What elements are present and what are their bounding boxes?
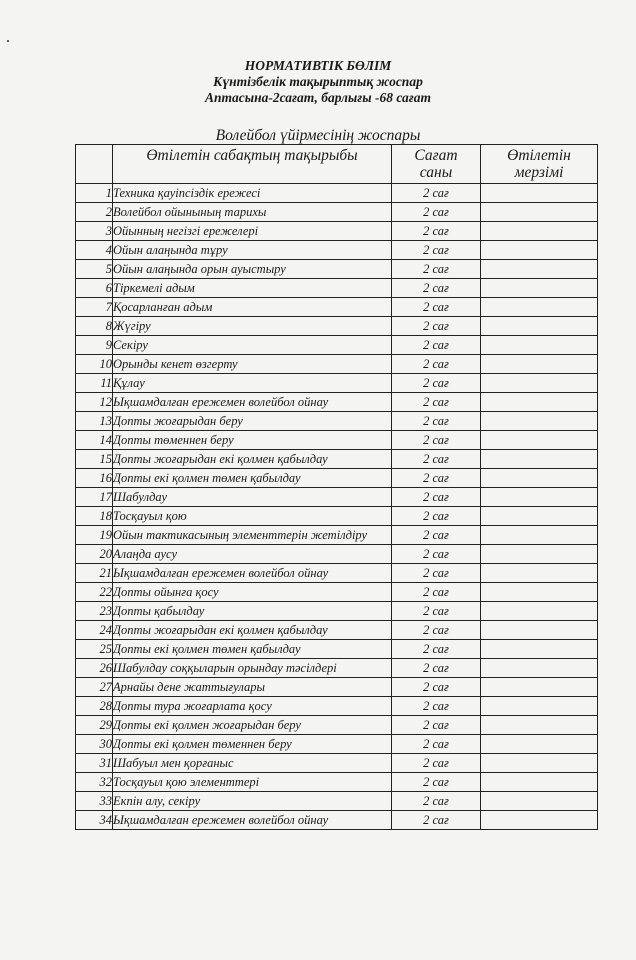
row-date [481, 545, 598, 564]
table-row [76, 393, 598, 412]
row-topic: Тосқауыл қою элементтері [113, 773, 392, 792]
row-number: 15 [76, 450, 113, 469]
row-hours: 2 сағ [392, 602, 481, 621]
row-date [481, 602, 598, 621]
table-row [76, 754, 598, 773]
row-hours: 2 сағ [392, 241, 481, 260]
header-hours-line2: саны [419, 164, 453, 181]
table-row [76, 374, 598, 393]
row-hours: 2 сағ [392, 222, 481, 241]
row-topic: Допты екі қолмен төмен қабылдау [113, 640, 392, 659]
table-row [76, 697, 598, 716]
row-hours: 2 сағ [392, 507, 481, 526]
row-number: 31 [76, 754, 113, 773]
row-date [481, 393, 598, 412]
row-topic: Шабулдау соққыларын орындау тәсілдері [113, 659, 392, 678]
row-hours: 2 сағ [392, 678, 481, 697]
row-topic: Секіру [113, 336, 392, 355]
row-hours: 2 сағ [392, 564, 481, 583]
row-number: 21 [76, 564, 113, 583]
table-row [76, 469, 598, 488]
row-hours: 2 сағ [392, 545, 481, 564]
row-topic: Тосқауыл қою [113, 507, 392, 526]
row-topic: Құлау [113, 374, 392, 393]
row-hours: 2 сағ [392, 203, 481, 222]
row-date [481, 184, 598, 203]
row-topic: Допты жоғарыдан екі қолмен қабылдау [113, 450, 392, 469]
table-row [76, 355, 598, 374]
header-date [481, 145, 598, 184]
row-number: 8 [76, 317, 113, 336]
row-number: 34 [76, 811, 113, 830]
row-number: 7 [76, 298, 113, 317]
row-hours: 2 сағ [392, 431, 481, 450]
row-number: 2 [76, 203, 113, 222]
row-number: 28 [76, 697, 113, 716]
row-hours: 2 сағ [392, 488, 481, 507]
section-title: НОРМАТИВТІК БӨЛІМ [244, 58, 392, 73]
row-date [481, 754, 598, 773]
row-number: 20 [76, 545, 113, 564]
plan-subtitle: Волейбол үйірмесінің жоспары [215, 127, 421, 144]
row-topic: Екпін алу, секіру [113, 792, 392, 811]
row-topic: Жүгіру [113, 317, 392, 336]
row-date [481, 621, 598, 640]
row-hours: 2 сағ [392, 355, 481, 374]
row-number: 25 [76, 640, 113, 659]
table-row [76, 184, 598, 203]
table-row [76, 412, 598, 431]
table-row [76, 317, 598, 336]
row-hours: 2 сағ [392, 260, 481, 279]
table-row [76, 336, 598, 355]
row-date [481, 374, 598, 393]
row-topic: Ойын алаңында орын ауыстыру [113, 260, 392, 279]
row-date [481, 678, 598, 697]
row-number: 22 [76, 583, 113, 602]
row-topic: Техника қауіпсіздік ережесі [113, 184, 392, 203]
header-hours-line1: Сағат [414, 147, 458, 164]
row-topic: Алаңда аусу [113, 545, 392, 564]
row-number: 27 [76, 678, 113, 697]
row-hours: 2 сағ [392, 374, 481, 393]
row-number: 11 [76, 374, 113, 393]
row-topic: Ықшамдалған ережемен волейбол ойнау [113, 393, 392, 412]
row-topic: Шабуыл мен қорғаныс [113, 754, 392, 773]
table-row [76, 545, 598, 564]
row-topic: Ойынның негізгі ережелері [113, 222, 392, 241]
row-date [481, 222, 598, 241]
header-topic: Өтілетін сабақтың тақырыбы [113, 145, 392, 184]
row-topic: Допты тура жоғарлата қосу [113, 697, 392, 716]
table-row [76, 222, 598, 241]
row-hours: 2 сағ [392, 697, 481, 716]
row-hours: 2 сағ [392, 412, 481, 431]
plan-table-body [76, 184, 598, 830]
row-topic: Ойын тактикасының элементтерін жетілдіру [113, 526, 392, 545]
row-date [481, 773, 598, 792]
row-topic: Допты екі қолмен төмен қабылдау [113, 469, 392, 488]
row-topic: Арнайы дене жаттығулары [113, 678, 392, 697]
row-number: 9 [76, 336, 113, 355]
row-topic: Волейбол ойынының тарихы [113, 203, 392, 222]
row-number: 30 [76, 735, 113, 754]
row-number: 26 [76, 659, 113, 678]
table-row [76, 602, 598, 621]
row-number: 24 [76, 621, 113, 640]
row-hours: 2 сағ [392, 393, 481, 412]
header-num [76, 145, 113, 184]
row-number: 1 [76, 184, 113, 203]
row-date [481, 564, 598, 583]
row-date [481, 412, 598, 431]
row-topic: Ойын алаңында тұру [113, 241, 392, 260]
row-number: 16 [76, 469, 113, 488]
row-date [481, 716, 598, 735]
row-topic: Ықшамдалған ережемен волейбол ойнау [113, 564, 392, 583]
row-date [481, 469, 598, 488]
row-hours: 2 сағ [392, 811, 481, 830]
row-hours: 2 сағ [392, 716, 481, 735]
table-row [76, 716, 598, 735]
row-hours: 2 сағ [392, 526, 481, 545]
row-number: 14 [76, 431, 113, 450]
row-topic: Қосарланған адым [113, 298, 392, 317]
row-date [481, 583, 598, 602]
speck-mark [7, 40, 9, 42]
row-date [481, 336, 598, 355]
row-date [481, 526, 598, 545]
row-number: 10 [76, 355, 113, 374]
row-hours: 2 сағ [392, 640, 481, 659]
row-hours: 2 сағ [392, 184, 481, 203]
row-topic: Тіркемелі адым [113, 279, 392, 298]
row-date [481, 241, 598, 260]
table-row [76, 507, 598, 526]
row-number: 3 [76, 222, 113, 241]
row-date [481, 640, 598, 659]
row-hours: 2 сағ [392, 792, 481, 811]
header-hours [392, 145, 481, 184]
row-date [481, 279, 598, 298]
row-date [481, 431, 598, 450]
row-hours: 2 сағ [392, 754, 481, 773]
row-date [481, 317, 598, 336]
row-hours: 2 сағ [392, 469, 481, 488]
row-hours: 2 сағ [392, 279, 481, 298]
row-number: 33 [76, 792, 113, 811]
row-date [481, 507, 598, 526]
row-number: 19 [76, 526, 113, 545]
table-row [76, 488, 598, 507]
plan-table [75, 144, 598, 830]
row-topic: Допты екі қолмен төменнен беру [113, 735, 392, 754]
row-date [481, 792, 598, 811]
row-topic: Допты ойынға қосу [113, 583, 392, 602]
row-date [481, 488, 598, 507]
row-hours: 2 сағ [392, 336, 481, 355]
row-date [481, 811, 598, 830]
table-row [76, 811, 598, 830]
row-hours: 2 сағ [392, 735, 481, 754]
row-date [481, 735, 598, 754]
table-row [76, 450, 598, 469]
row-topic: Допты жоғарыдан екі қолмен қабылдау [113, 621, 392, 640]
row-hours: 2 сағ [392, 317, 481, 336]
row-hours: 2 сағ [392, 659, 481, 678]
table-row [76, 279, 598, 298]
row-date [481, 450, 598, 469]
table-row [76, 640, 598, 659]
header-date-line2: мерзімі [514, 164, 564, 181]
row-hours: 2 сағ [392, 621, 481, 640]
table-row [76, 792, 598, 811]
row-number: 13 [76, 412, 113, 431]
row-hours: 2 сағ [392, 450, 481, 469]
row-date [481, 203, 598, 222]
table-row [76, 773, 598, 792]
row-number: 5 [76, 260, 113, 279]
row-number: 4 [76, 241, 113, 260]
row-topic: Ықшамдалған ережемен волейбол ойнау [113, 811, 392, 830]
row-date [481, 298, 598, 317]
table-row [76, 659, 598, 678]
row-topic: Допты екі қолмен жоғарыдан беру [113, 716, 392, 735]
table-row [76, 526, 598, 545]
table-row [76, 260, 598, 279]
document-header [0, 58, 636, 106]
row-date [481, 697, 598, 716]
row-number: 18 [76, 507, 113, 526]
row-topic: Допты төменнен беру [113, 431, 392, 450]
header-date-line1: Өтілетін [507, 147, 571, 164]
row-topic: Орынды кенет өзгерту [113, 355, 392, 374]
table-row [76, 241, 598, 260]
row-topic: Допты жоғарыдан беру [113, 412, 392, 431]
row-number: 17 [76, 488, 113, 507]
row-topic: Шабулдау [113, 488, 392, 507]
plan-type-line: Күнтізбелік тақырыптық жоспар [213, 74, 423, 89]
table-row [76, 203, 598, 222]
row-number: 23 [76, 602, 113, 621]
row-topic: Допты қабылдау [113, 602, 392, 621]
row-hours: 2 сағ [392, 298, 481, 317]
table-row [76, 564, 598, 583]
row-date [481, 659, 598, 678]
hours-summary-line: Аптасына-2сағат, барлығы -68 сағат [204, 90, 432, 105]
table-row [76, 583, 598, 602]
table-row [76, 735, 598, 754]
row-number: 6 [76, 279, 113, 298]
row-number: 32 [76, 773, 113, 792]
row-date [481, 260, 598, 279]
table-row [76, 298, 598, 317]
table-row [76, 431, 598, 450]
table-row [76, 621, 598, 640]
row-number: 29 [76, 716, 113, 735]
row-hours: 2 сағ [392, 773, 481, 792]
table-header-row [76, 145, 598, 184]
table-row [76, 678, 598, 697]
row-date [481, 355, 598, 374]
row-hours: 2 сағ [392, 583, 481, 602]
row-number: 12 [76, 393, 113, 412]
